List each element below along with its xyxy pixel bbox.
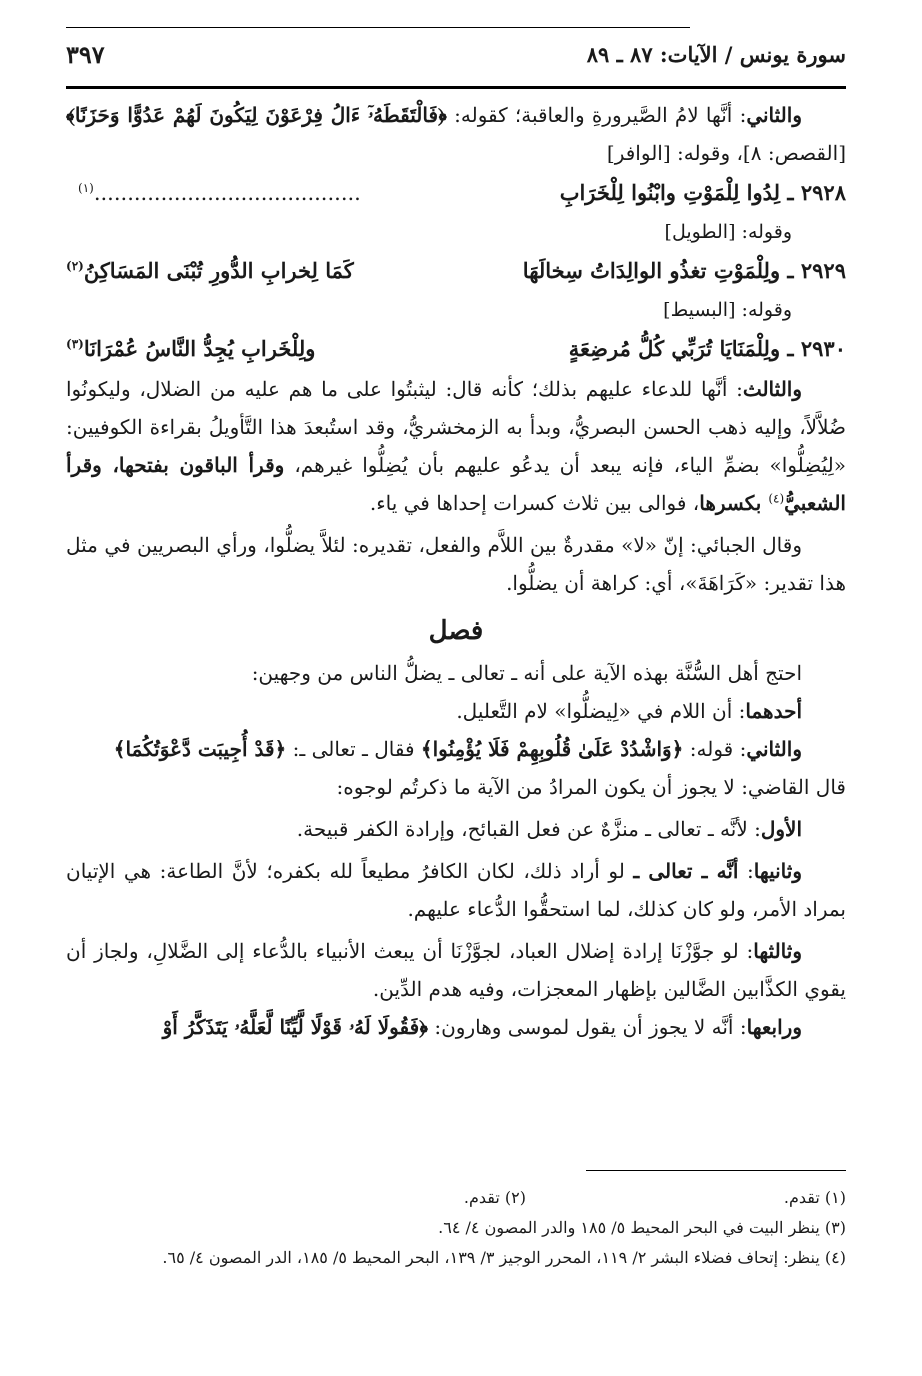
term-lead: وثانيها (753, 859, 802, 883)
footnote-rule (586, 1170, 846, 1171)
paragraph-third-objection: وثالثها: لو جوَّزْنَا إرادة إضلال العباد، لجوَّزْنَا أن يبعث الأنبياء بالدُّعاء إلى الضَّلالِ، ولجاز أن يقوي الكذَّابين الضَّالين بإظهار المعجزات، وفيه هدم الدِّين. (66, 939, 846, 1001)
paragraph-second-argument: والثاني: قوله: ﴿وَاشْدُدْ عَلَىٰ قُلُوبِهِمْ فَلَا يُؤْمِنُوا﴾ فقال ـ تعالى ـ: ﴿قَدْ أُجِيبَت دَّعْوَتُكُمَا﴾ (113, 737, 802, 761)
section-heading: فصل (428, 616, 484, 646)
verse-number: ٢٩٢٨ ـ (787, 180, 846, 205)
footnote-2: (٢) تقدم. (463, 1188, 526, 1207)
verse-dots: ........................................ (93, 181, 361, 205)
verse-number: ٢٩٣٠ ـ (787, 336, 846, 361)
footnote-3: (٣) ينظر البيت في البحر المحيط ٥/ ١٨٥ والدر المصون ٤/ ٦٤. (438, 1218, 846, 1237)
page-number: ٣٩٧ (66, 40, 105, 69)
paragraph-third-meaning: والثالث: أنَّها للدعاء عليهم بذلك؛ كأنه قال: ليثبتُوا على ما هم عليه من الضلال، وليكونُوا ضُلاَّلاً، وإليه ذهب الحسن البصريُّ، وبدأ به الزمخشريُّ، وقد استُبعدَ هذا التَّأويلُ بقراءة الكوفيين: «لِيُضِلُّوا» بضمِّ الياء، فإنه يبعد أن يدعُو عليهم بأن يُضِلُّوا غيرهم، وقرأ الباقون بفتحها، وقرأ الشعبيُّ$^{(٤)}$ بكسرها، فوالى بين ثلاث كسرات إحداها في ياء. (66, 377, 847, 515)
verse-hemistich: ولِلْمَوْتِ تغذُو الوالِدَاتُ سِخالَهَا (522, 258, 781, 283)
quran-quote: ﴿فَالْتَقَطَهُۥٓ ءَالُ فِرْعَوْنَ لِيَكُونَ لَهُمْ عَدُوًّا وَحَزَنًا﴾ (66, 103, 447, 127)
footnote-ref: (٣) (66, 337, 84, 351)
footnote-ref: (٢) (66, 259, 84, 273)
verse-hemistich: كَمَا لِخرابِ الدُّورِ تُبْنَى المَسَاكِنُ (83, 258, 354, 283)
term-lead: أحدهما (745, 699, 802, 723)
meter-label: وقوله: [الطويل] (664, 221, 792, 243)
verse-2928 (66, 172, 846, 214)
paragraph-first-objection: الأول: لأنَّه ـ تعالى ـ منزَّهٌ عن فعل القبائح، وإرادة الكفر قبيحة. (296, 817, 802, 841)
paragraph-jubbai: وقال الجبائي: إنّ «لا» مقدرةٌ بين اللاَّم والفعل، تقديره: لئلاَّ يضلُّوا، ورأي البصريين في مثل هذا تقدير: «كَرَاهَةَ»، أي: كراهة أن يضلُّوا. (66, 533, 846, 595)
verse-hemistich: لِدُوا لِلْمَوْتِ وابْنُوا لِلْخَرَابِ (559, 180, 781, 205)
verse-number: ٢٩٢٩ ـ (787, 258, 846, 283)
quran-quote: ﴿وَاشْدُدْ عَلَىٰ قُلُوبِهِمْ فَلَا يُؤْمِنُوا﴾ (420, 737, 684, 761)
term-lead: والثاني (746, 737, 802, 761)
paragraph-qadi: قال القاضي: لا يجوز أن يكون المرادُ من الآية ما ذكرتُم لوجوه: (336, 775, 846, 799)
term-lead: الأول (760, 817, 802, 841)
meter-label: وقوله: [البسيط] (663, 299, 792, 321)
paragraph-second-objection: وثانيها: أنَّه ـ تعالى ـ لو أراد ذلك، لكان الكافرُ مطيعاً لله بكفره؛ لأنَّ الطاعة: هي الإتيان بمراد الأمر، ولو كان كذلك، لما استحقُّوا الدُّعاء عليهم. (66, 859, 846, 921)
paragraph-fourth-objection: ورابعها: أنَّه لا يجوز أن يقول لموسى وهارون: ﴿فَقُولَا لَهُۥ قَوْلًا لَّيِّنًا لَّعَلَّهُۥ يَتَذَكَّرُ أَوْ (162, 1015, 802, 1039)
running-header (66, 38, 846, 78)
footnote-ref: (١) (78, 181, 94, 195)
main-text (66, 96, 846, 1046)
verse-hemistich: ولِلْمَنَايَا تُرَبِّي كُلُّ مُرضِعَةٍ (568, 336, 781, 361)
footnote-4: (٤) ينظر: إتحاف فضلاء البشر ٢/ ١١٩، المحرر الوجيز ٣/ ١٣٩، البحر المحيط ٥/ ١٨٥، الدر المصون ٤/ ٦٥. (162, 1248, 846, 1267)
footnote-ref: (٤) (768, 491, 785, 506)
paragraph-first-argument: أحدهما: أن اللام في «لِيضلُّوا» لام التَّعليل. (456, 699, 802, 723)
footnotes (66, 1184, 846, 1274)
footnote-1: (١) تقدم. (783, 1188, 846, 1207)
verse-2930 (66, 328, 846, 370)
paragraph-ahl-sunna: احتج أهل السُّنَّة بهذه الآية على أنه ـ تعالى ـ يضلُّ الناس من وجهين: (251, 661, 802, 685)
verse-2929 (66, 250, 846, 292)
term-lead: ورابعها (746, 1015, 802, 1039)
term-lead: وثالثها (753, 939, 802, 963)
paragraph-second-meaning: والثاني: أنَّها لامُ الصَّيرورةِ والعاقبة؛ كقوله: ﴿فَالْتَقَطَهُۥٓ ءَالُ فِرْعَوْنَ لِيَكُونَ لَهُمْ عَدُوًّا وَحَزَنًا﴾ [القصص: ٨]، وقوله: [الوافر] (66, 103, 846, 165)
header-leader-line (66, 27, 690, 28)
term-lead: والثاني (746, 103, 802, 127)
header-rule (66, 86, 846, 89)
verse-hemistich: ولِلْخَرابِ يُجِدُّ النَّاسُ عُمْرَانَا (83, 336, 316, 361)
quran-quote: ﴿فَقُولَا لَهُۥ قَوْلًا لَّيِّنًا لَّعَلَّهُۥ يَتَذَكَّرُ أَوْ (162, 1015, 429, 1039)
surah-title: سورة يونس / الآيات: ٨٧ ـ ٨٩ (586, 42, 846, 67)
term-lead: والثالث (742, 377, 802, 401)
quran-quote: ﴿قَدْ أُجِيبَت دَّعْوَتُكُمَا﴾ (113, 737, 287, 761)
